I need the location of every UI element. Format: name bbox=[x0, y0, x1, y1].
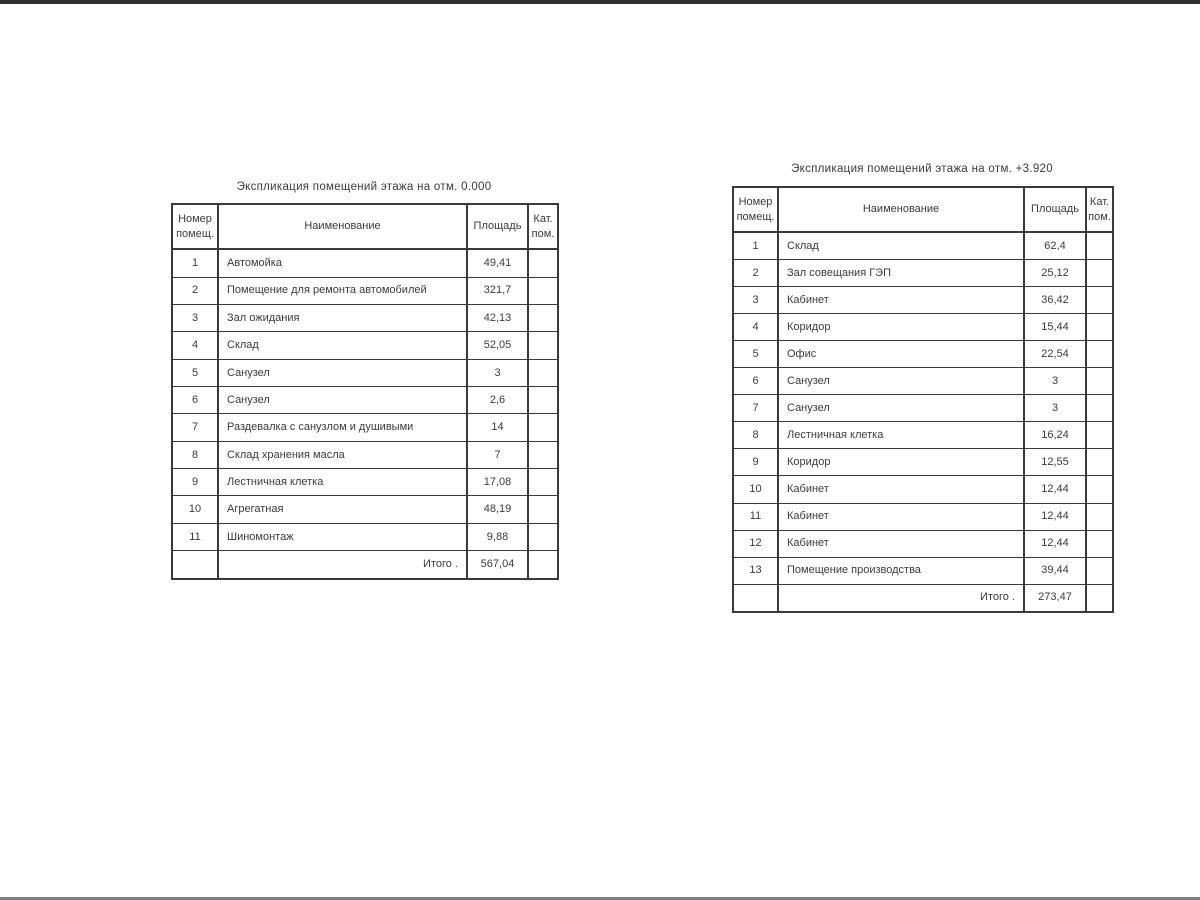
room-area: 42,13 bbox=[467, 305, 528, 332]
total-row bbox=[733, 584, 1113, 612]
room-area: 3 bbox=[1024, 368, 1086, 395]
table-row bbox=[172, 359, 558, 386]
room-number: 6 bbox=[172, 387, 218, 414]
sheet-top-border bbox=[0, 0, 1200, 4]
table-row bbox=[172, 387, 558, 414]
table-row bbox=[172, 305, 558, 332]
table-row bbox=[733, 341, 1113, 368]
table-row bbox=[172, 332, 558, 359]
room-name: Офис bbox=[778, 341, 1024, 368]
room-category bbox=[528, 277, 558, 304]
room-name: Лестничная клетка bbox=[778, 422, 1024, 449]
room-category bbox=[528, 332, 558, 359]
room-category bbox=[528, 305, 558, 332]
table-row bbox=[172, 523, 558, 550]
room-number: 13 bbox=[733, 557, 778, 584]
room-area: 48,19 bbox=[467, 496, 528, 523]
table-row bbox=[733, 557, 1113, 584]
room-name: Шиномонтаж bbox=[218, 523, 467, 550]
table-row bbox=[172, 249, 558, 277]
column-header: Площадь bbox=[1024, 187, 1086, 232]
room-area: 16,24 bbox=[1024, 422, 1086, 449]
room-name: Зал совещания ГЭП bbox=[778, 260, 1024, 287]
table-row bbox=[733, 476, 1113, 503]
room-number: 8 bbox=[733, 422, 778, 449]
room-area: 12,44 bbox=[1024, 530, 1086, 557]
room-number: 11 bbox=[733, 503, 778, 530]
room-name: Санузел bbox=[218, 387, 467, 414]
table-row bbox=[172, 414, 558, 441]
total-category-cell bbox=[1086, 584, 1113, 612]
table-row bbox=[172, 469, 558, 496]
room-category bbox=[1086, 232, 1113, 260]
column-header: Наименование bbox=[778, 187, 1024, 232]
room-area: 12,55 bbox=[1024, 449, 1086, 476]
room-category bbox=[1086, 530, 1113, 557]
column-header: Номер помещ. bbox=[172, 204, 218, 249]
table-row bbox=[733, 449, 1113, 476]
room-category bbox=[1086, 368, 1113, 395]
header-row bbox=[733, 187, 1113, 232]
column-header: Наименование bbox=[218, 204, 467, 249]
room-area: 2,6 bbox=[467, 387, 528, 414]
table-row bbox=[172, 441, 558, 468]
room-category bbox=[1086, 503, 1113, 530]
room-category bbox=[528, 387, 558, 414]
room-category bbox=[1086, 449, 1113, 476]
room-number: 5 bbox=[733, 341, 778, 368]
room-area: 49,41 bbox=[467, 249, 528, 277]
room-name: Кабинет bbox=[778, 476, 1024, 503]
room-area: 7 bbox=[467, 441, 528, 468]
room-number: 7 bbox=[733, 395, 778, 422]
total-category-cell bbox=[528, 551, 558, 579]
room-name: Склад хранения масла bbox=[218, 441, 467, 468]
room-number: 7 bbox=[172, 414, 218, 441]
room-area: 3 bbox=[1024, 395, 1086, 422]
room-number: 12 bbox=[733, 530, 778, 557]
room-name: Склад bbox=[218, 332, 467, 359]
table-header bbox=[733, 187, 1113, 232]
total-empty-cell bbox=[172, 551, 218, 579]
room-name: Санузел bbox=[778, 395, 1024, 422]
column-header: Кат. пом. bbox=[1086, 187, 1113, 232]
room-area: 9,88 bbox=[467, 523, 528, 550]
room-category bbox=[528, 414, 558, 441]
table-row bbox=[733, 530, 1113, 557]
explication-table-elev-3920 bbox=[732, 186, 1114, 613]
table-row bbox=[172, 496, 558, 523]
room-number: 3 bbox=[172, 305, 218, 332]
table-row bbox=[733, 232, 1113, 260]
room-number: 4 bbox=[733, 314, 778, 341]
table-row bbox=[172, 277, 558, 304]
total-value: 273,47 bbox=[1024, 584, 1086, 612]
room-name: Санузел bbox=[218, 359, 467, 386]
room-number: 5 bbox=[172, 359, 218, 386]
room-number: 2 bbox=[733, 260, 778, 287]
room-category bbox=[528, 441, 558, 468]
room-number: 8 bbox=[172, 441, 218, 468]
room-category bbox=[528, 249, 558, 277]
room-category bbox=[528, 523, 558, 550]
room-name: Помещение для ремонта автомобилей bbox=[218, 277, 467, 304]
room-area: 3 bbox=[467, 359, 528, 386]
total-label: Итого . bbox=[778, 584, 1024, 612]
room-number: 2 bbox=[172, 277, 218, 304]
room-name: Санузел bbox=[778, 368, 1024, 395]
column-header: Площадь bbox=[467, 204, 528, 249]
room-category bbox=[1086, 422, 1113, 449]
table-body bbox=[172, 249, 558, 579]
room-number: 1 bbox=[172, 249, 218, 277]
table-row bbox=[733, 395, 1113, 422]
room-number: 10 bbox=[733, 476, 778, 503]
room-number: 10 bbox=[172, 496, 218, 523]
room-name: Автомойка bbox=[218, 249, 467, 277]
room-area: 25,12 bbox=[1024, 260, 1086, 287]
explication-table-elev-0000 bbox=[171, 203, 559, 580]
room-name: Коридор bbox=[778, 314, 1024, 341]
room-name: Склад bbox=[778, 232, 1024, 260]
room-category bbox=[528, 359, 558, 386]
room-name: Кабинет bbox=[778, 503, 1024, 530]
room-number: 9 bbox=[733, 449, 778, 476]
room-category bbox=[528, 496, 558, 523]
table-row bbox=[733, 368, 1113, 395]
room-area: 321,7 bbox=[467, 277, 528, 304]
room-name: Агрегатная bbox=[218, 496, 467, 523]
room-name: Кабинет bbox=[778, 530, 1024, 557]
total-label: Итого . bbox=[218, 551, 467, 579]
table-row bbox=[733, 503, 1113, 530]
room-area: 17,08 bbox=[467, 469, 528, 496]
room-area: 22,54 bbox=[1024, 341, 1086, 368]
room-area: 39,44 bbox=[1024, 557, 1086, 584]
explication-title-elev-3920: Экспликация помещений этажа на отм. +3.920 bbox=[791, 163, 1053, 175]
room-name: Лестничная клетка bbox=[218, 469, 467, 496]
room-area: 12,44 bbox=[1024, 476, 1086, 503]
table-row bbox=[733, 422, 1113, 449]
table-body bbox=[733, 232, 1113, 612]
room-name: Коридор bbox=[778, 449, 1024, 476]
room-area: 15,44 bbox=[1024, 314, 1086, 341]
explication-title-elev-0000: Экспликация помещений этажа на отм. 0.000 bbox=[236, 181, 492, 193]
column-header: Номер помещ. bbox=[733, 187, 778, 232]
room-number: 9 bbox=[172, 469, 218, 496]
room-number: 4 bbox=[172, 332, 218, 359]
room-category bbox=[1086, 341, 1113, 368]
room-area: 36,42 bbox=[1024, 287, 1086, 314]
room-category bbox=[1086, 557, 1113, 584]
table-header bbox=[172, 204, 558, 249]
room-area: 52,05 bbox=[467, 332, 528, 359]
total-row bbox=[172, 551, 558, 579]
total-empty-cell bbox=[733, 584, 778, 612]
room-name: Помещение производства bbox=[778, 557, 1024, 584]
column-header: Кат. пом. bbox=[528, 204, 558, 249]
room-category bbox=[528, 469, 558, 496]
room-number: 1 bbox=[733, 232, 778, 260]
table-row bbox=[733, 287, 1113, 314]
table-row bbox=[733, 314, 1113, 341]
room-name: Раздевалка с санузлом и душивыми bbox=[218, 414, 467, 441]
room-category bbox=[1086, 476, 1113, 503]
room-number: 11 bbox=[172, 523, 218, 550]
room-name: Кабинет bbox=[778, 287, 1024, 314]
room-number: 3 bbox=[733, 287, 778, 314]
room-area: 12,44 bbox=[1024, 503, 1086, 530]
room-area: 14 bbox=[467, 414, 528, 441]
room-area: 62,4 bbox=[1024, 232, 1086, 260]
room-category bbox=[1086, 287, 1113, 314]
room-category bbox=[1086, 260, 1113, 287]
room-category bbox=[1086, 395, 1113, 422]
room-number: 6 bbox=[733, 368, 778, 395]
table-row bbox=[733, 260, 1113, 287]
header-row bbox=[172, 204, 558, 249]
total-value: 567,04 bbox=[467, 551, 528, 579]
room-category bbox=[1086, 314, 1113, 341]
room-name: Зал ожидания bbox=[218, 305, 467, 332]
